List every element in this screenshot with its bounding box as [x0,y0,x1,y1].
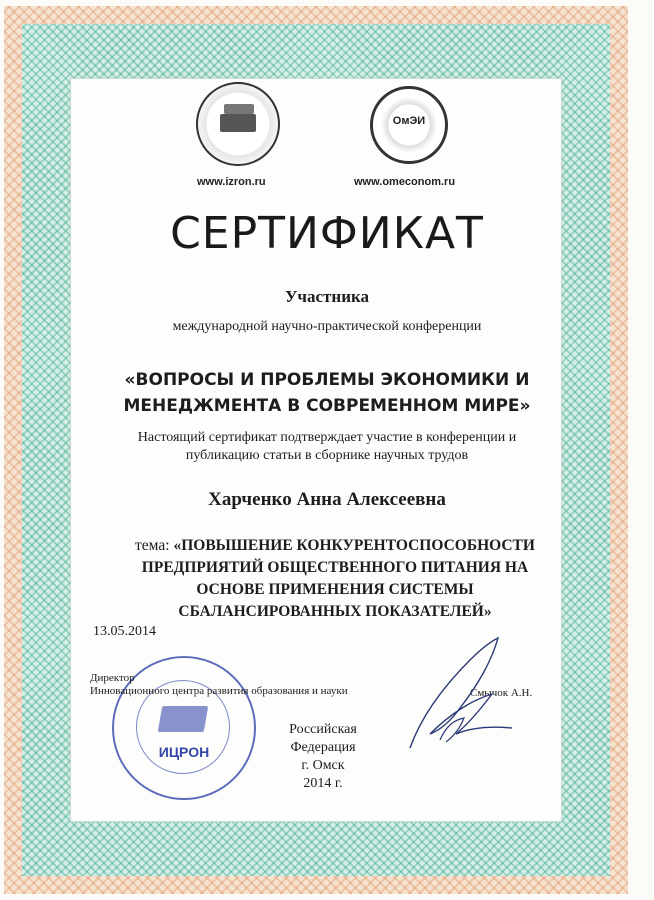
omei-logo-seal [370,86,448,164]
book-icon [220,114,256,132]
omeconom-site-link[interactable]: www.omeconom.ru [354,176,456,188]
conference-title-line: «ВОПРОСЫ И ПРОБЛЕМЫ ЭКОНОМИКИ И [124,370,530,390]
stamp-book-icon [158,706,209,732]
izron-logo-seal [196,82,280,166]
participant-label: Участника [284,287,370,306]
topic-line: ПРЕДПРИЯТИЙ ОБЩЕСТВЕННОГО ПИТАНИЯ НА [141,559,529,576]
signer-name: Смычок А.Н. [470,687,533,699]
topic-line: «ПОВЫШЕНИЕ КОНКУРЕНТОСПОСОБНОСТИ [173,537,535,554]
place-city: г. Омск [301,758,345,773]
certificate-title: СЕРТИФИКАТ [170,208,484,259]
topic-line: СБАЛАНСИРОВАННЫХ ПОКАЗАТЕЛЕЙ» [178,603,492,620]
conference-type: международной научно-практической конференции [172,319,482,334]
confirmation-line: Настоящий сертификат подтверждает участие в конференции и [137,430,517,445]
confirmation-text [0,429,654,465]
place-year: 2014 г. [303,776,343,791]
issue-place [258,721,388,793]
place-country: Российская Федерация [289,722,357,755]
confirmation-line: публикацию статьи в сборнике научных трудов [185,448,469,463]
director-line: Директор [90,672,135,684]
recipient-name: Харченко Анна Алексеевна [208,489,446,510]
director-title [90,672,348,698]
stamp-abbreviation: ИЦРОН [158,744,210,760]
conference-title-line: МЕНЕДЖМЕНТА В СОВРЕМЕННОМ МИРЕ» [123,396,531,416]
conference-title [0,367,654,419]
topic-line: ОСНОВЕ ПРИМЕНЕНИЯ СИСТЕМЫ [196,581,474,598]
article-topic [90,535,580,623]
handwritten-signature [380,630,540,760]
director-line: Инновационного центра развития образования и науки [90,685,348,697]
omei-logo-text: ОмЭИ [392,115,426,127]
izron-site-link[interactable]: www.izron.ru [197,176,266,188]
issue-date: 13.05.2014 [93,624,156,639]
topic-prefix: тема: [135,537,174,554]
